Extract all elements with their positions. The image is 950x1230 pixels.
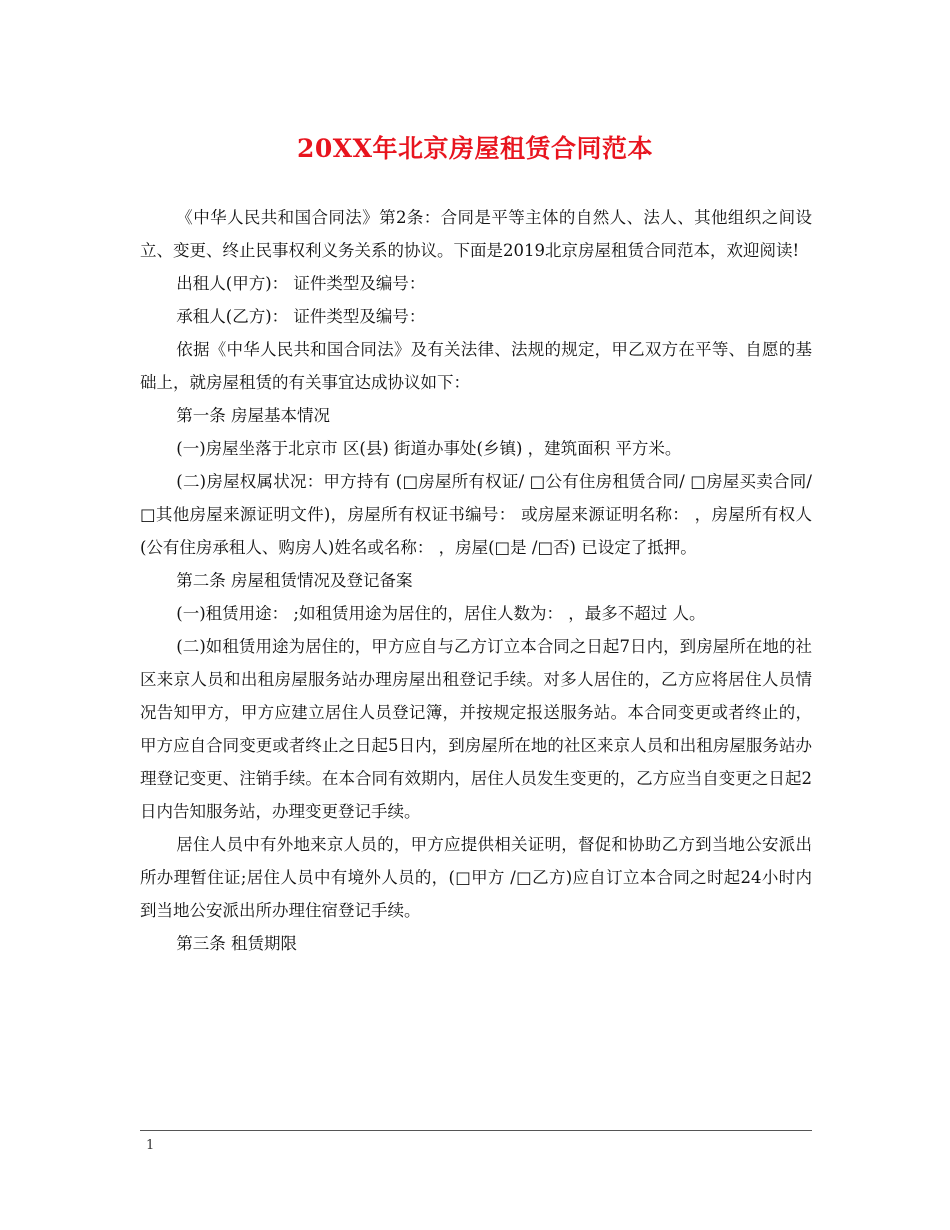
document-body xyxy=(140,201,812,960)
article-3-heading: 第三条 租赁期限 xyxy=(176,934,298,953)
footer-divider xyxy=(140,1130,812,1131)
paragraph-intro: 《中华人民共和国合同法》第2条：合同是平等主体的自然人、法人、其他组织之间设立、变更、终止民事权利义务关系的协议。下面是2019北京房屋租赁合同范本，欢迎阅读! xyxy=(140,208,812,260)
page-number: 1 xyxy=(146,1138,155,1153)
paragraph-location: (一)房屋坐落于北京市 区(县) 街道办事处(乡镇) ，建筑面积 平方米。 xyxy=(176,439,682,458)
article-2-heading: 第二条 房屋租赁情况及登记备案 xyxy=(176,571,413,590)
paragraph-registration: (二)如租赁用途为居住的，甲方应自与乙方订立本合同之日起7日内，到房屋所在地的社区来京人员和出租房屋服务站办理房屋出租登记手续。对多人居住的，乙方应将居住人员情况告知甲方，甲方应建立居住人员登记簿，并按规定报送服务站。本合同变更或者终止的，甲方应自合同变更或者终止之日起5日内，到房屋所在地的社区来京人员和出租房屋服务站办理登记变更、注销手续。在本合同有效期内，居住人员发生变更的，乙方应当自变更之日起2日内告知服务站，办理变更登记手续。 xyxy=(140,637,812,821)
paragraph-ownership: (二)房屋权属状况：甲方持有 (□房屋所有权证/ □公有住房租赁合同/ □房屋买卖合同/ □其他房屋来源证明文件)，房屋所有权证书编号： 或房屋来源证明名称： ，房屋所有权人(公有住房承租人、购房人)姓名或名称： ，房屋(□是 /□否) 已设定了抵押。 xyxy=(140,472,812,557)
paragraph-lessor: 出租人(甲方)： 证件类型及编号： xyxy=(176,274,426,293)
paragraph-residents: 居住人员中有外地来京人员的，甲方应提供相关证明，督促和协助乙方到当地公安派出所办理暂住证;居住人员中有境外人员的，(□甲方 /□乙方)应自订立本合同之时起24小时内到当地公安派出所办理住宿登记手续。 xyxy=(140,835,812,920)
article-1-heading: 第一条 房屋基本情况 xyxy=(176,406,331,425)
paragraph-basis: 依据《中华人民共和国合同法》及有关法律、法规的规定，甲乙双方在平等、自愿的基础上，就房屋租赁的有关事宜达成协议如下： xyxy=(140,340,812,392)
page-footer xyxy=(140,1130,812,1131)
document-title: 20XX年北京房屋租赁合同范本 xyxy=(296,134,654,163)
paragraph-usage: (一)租赁用途： ;如租赁用途为居住的，居住人数为： ，最多不超过 人。 xyxy=(176,604,706,623)
paragraph-lessee: 承租人(乙方)： 证件类型及编号： xyxy=(176,307,426,326)
